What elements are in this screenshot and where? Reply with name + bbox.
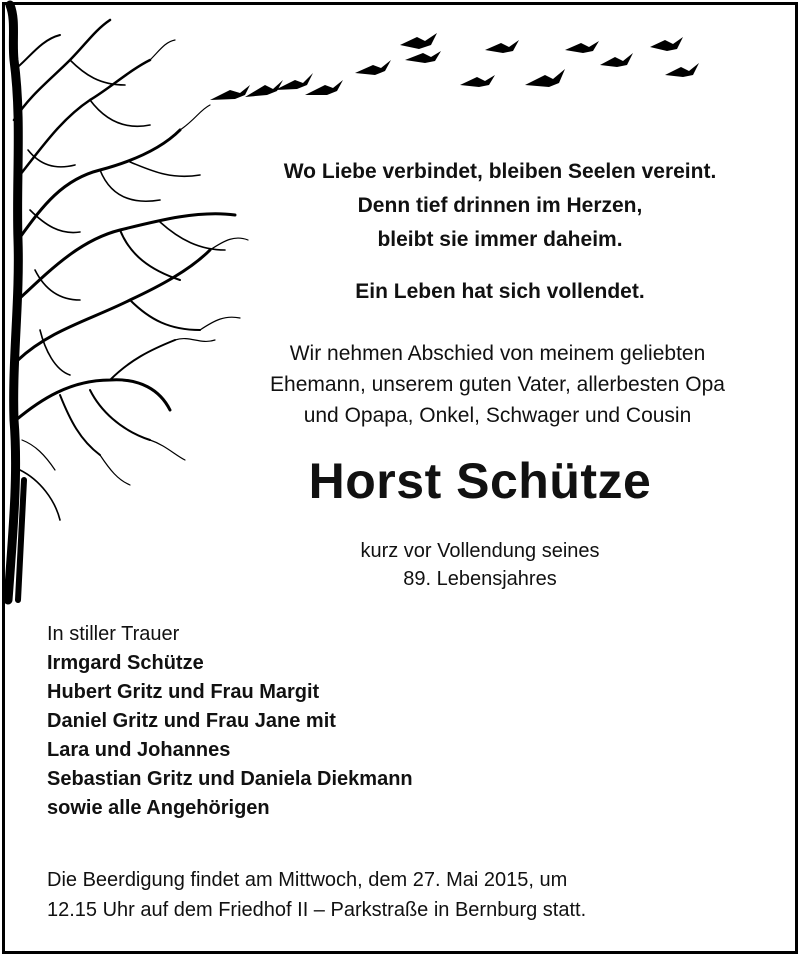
verse-line: bleibt sie immer daheim. bbox=[377, 228, 623, 251]
deceased-name: Horst Schütze bbox=[308, 453, 652, 509]
verse-line: Denn tief drinnen im Herzen, bbox=[357, 194, 643, 217]
burial-notice bbox=[47, 865, 777, 925]
mourner-name: sowie alle Angehörigen bbox=[47, 797, 270, 819]
age-line: kurz vor Vollendung seines bbox=[360, 540, 600, 562]
mourner-name: Sebastian Gritz und Daniela Diekmann bbox=[47, 768, 413, 790]
mourner-name: Irmgard Schütze bbox=[47, 652, 204, 674]
birds-icon bbox=[205, 25, 705, 125]
burial-line: Die Beerdigung findet am Mittwoch, dem 27. Mai 2015, um bbox=[47, 869, 568, 891]
intro bbox=[205, 338, 790, 431]
mourners-list bbox=[47, 620, 747, 823]
mourners-heading: In stiller Trauer bbox=[47, 623, 180, 645]
verse-closing: Ein Leben hat sich vollendet. bbox=[355, 280, 645, 303]
intro-line: Wir nehmen Abschied von meinem geliebten bbox=[289, 342, 706, 365]
burial-line: 12.15 Uhr auf dem Friedhof II – Parkstraße in Bernburg statt. bbox=[47, 899, 587, 921]
mourner-name: Lara und Johannes bbox=[47, 739, 231, 761]
age-line: 89. Lebensjahres bbox=[403, 568, 557, 590]
mourner-name: Hubert Gritz und Frau Margit bbox=[47, 681, 320, 703]
verse-line: Wo Liebe verbindet, bleiben Seelen vereint. bbox=[283, 160, 717, 183]
intro-line: und Opapa, Onkel, Schwager und Cousin bbox=[303, 404, 692, 427]
mourner-name: Daniel Gritz und Frau Jane mit bbox=[47, 710, 336, 732]
verse bbox=[210, 155, 790, 257]
age-text bbox=[190, 537, 770, 593]
intro-line: Ehemann, unserem guten Vater, allerbesten Opa bbox=[270, 373, 725, 396]
